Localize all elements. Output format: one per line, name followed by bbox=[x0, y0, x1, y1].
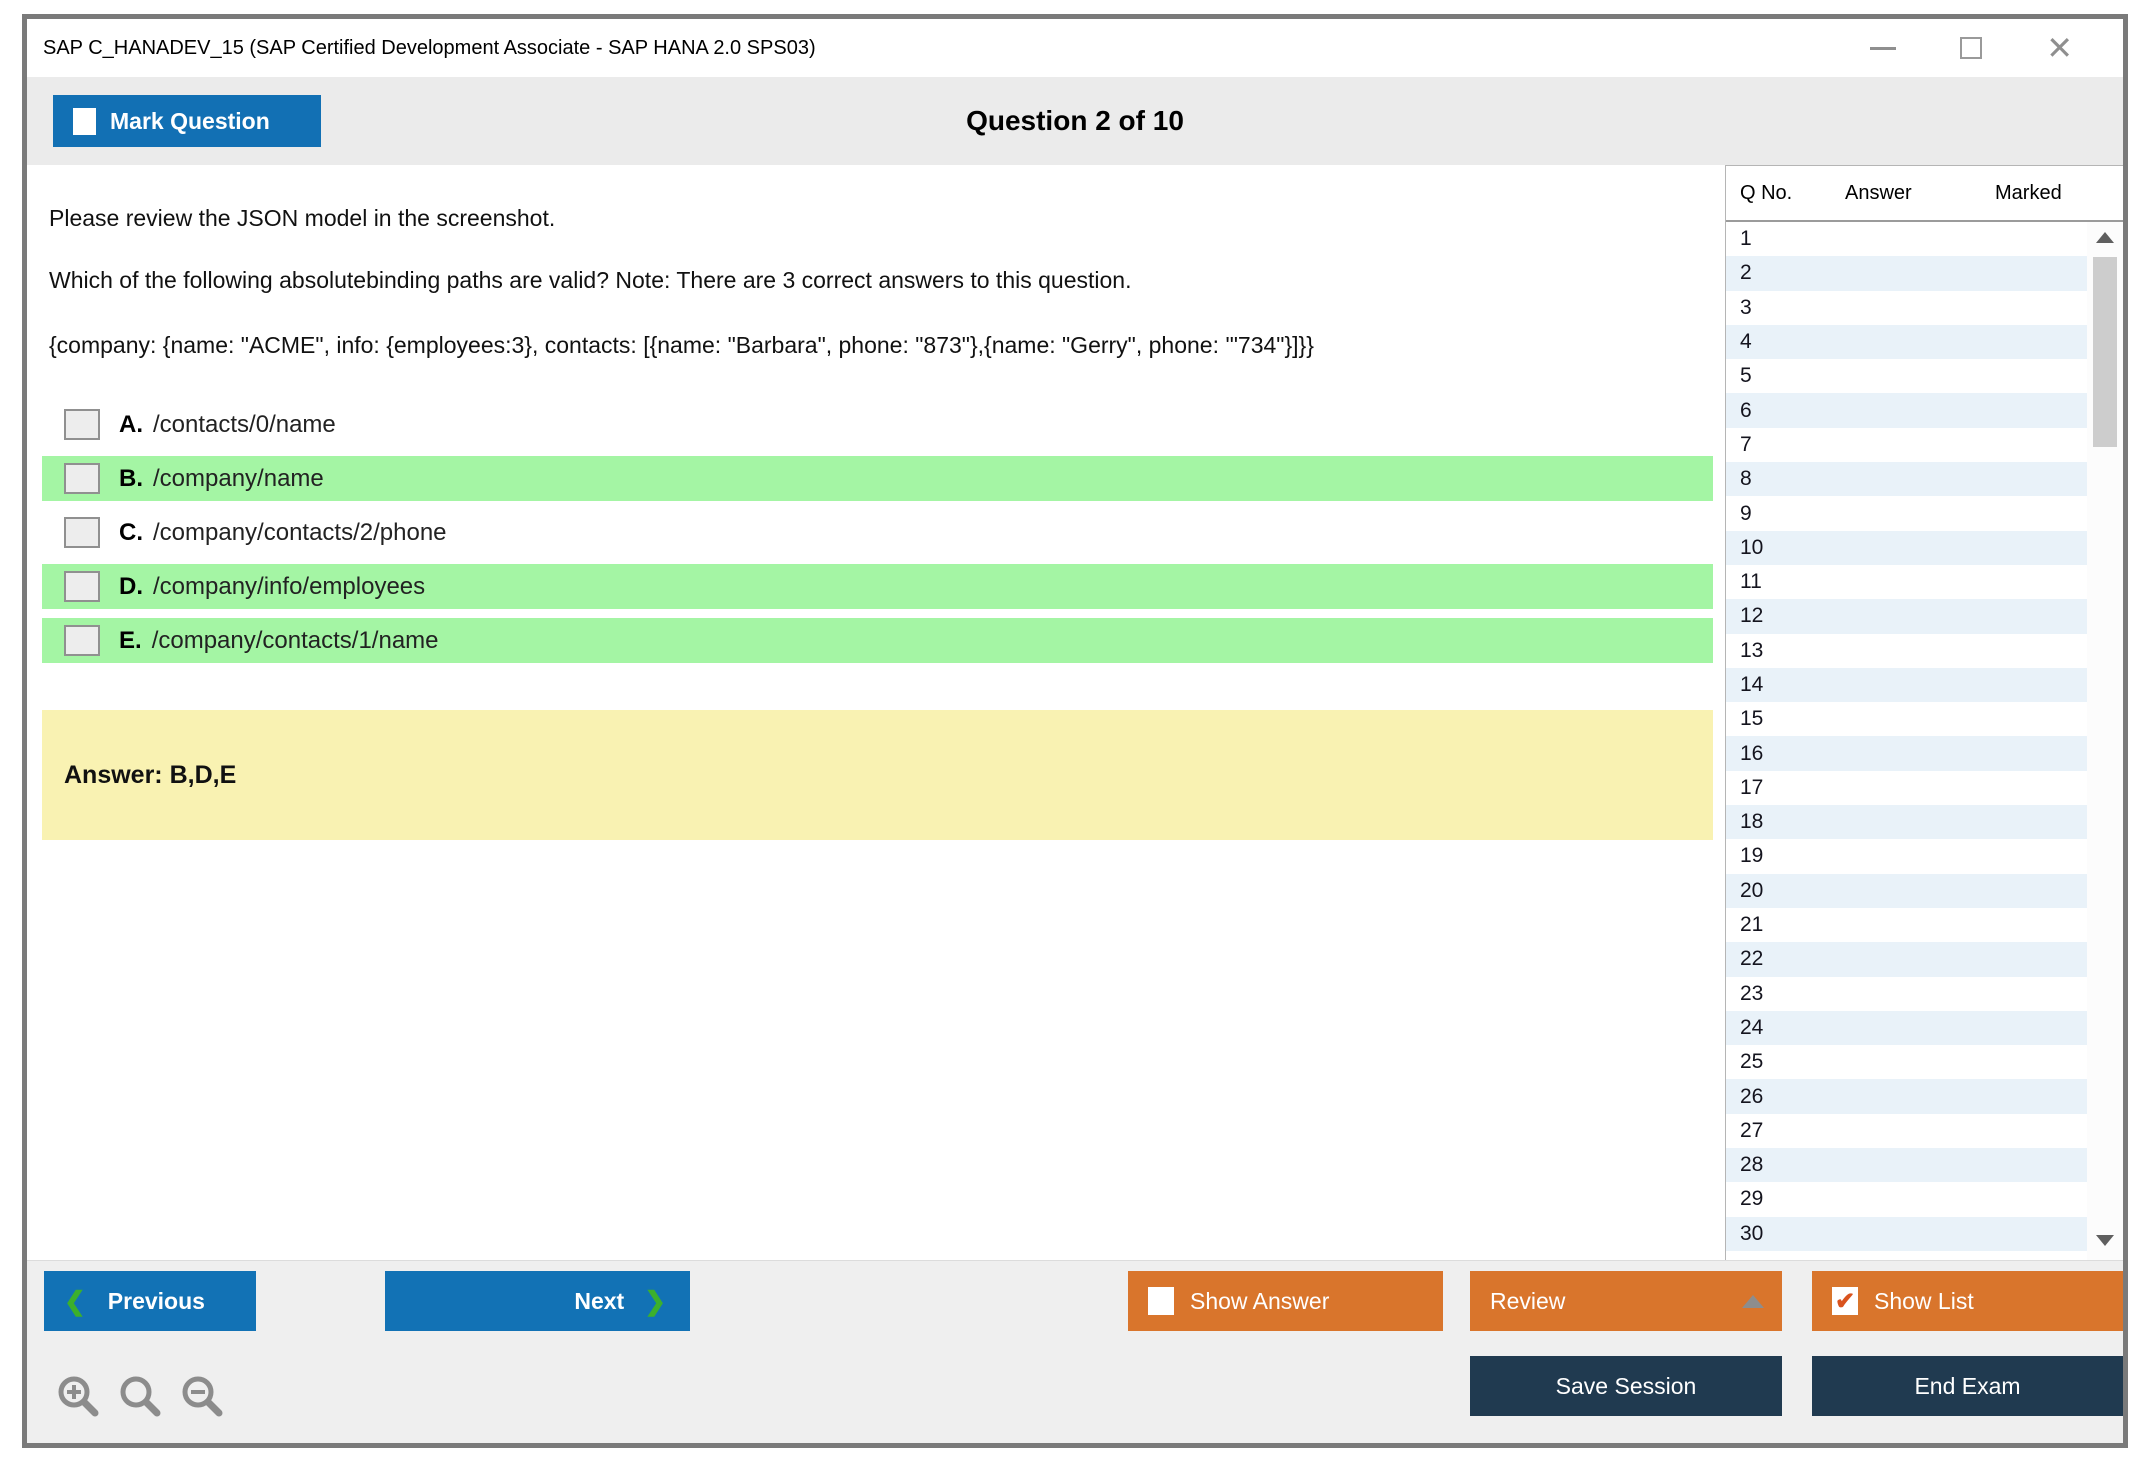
question-number: 19 bbox=[1740, 844, 1764, 868]
save-session-button[interactable] bbox=[1470, 1356, 1782, 1416]
title-bar bbox=[27, 19, 2123, 77]
question-list-row[interactable] bbox=[1726, 908, 2087, 942]
answer-label: Answer: B,D,E bbox=[64, 760, 237, 789]
question-intro: Please review the JSON model in the screenshot. bbox=[49, 205, 556, 231]
minimize-icon[interactable] bbox=[1870, 47, 1896, 50]
show-list-button[interactable] bbox=[1812, 1271, 2123, 1331]
question-list-row[interactable] bbox=[1726, 496, 2087, 530]
question-list-row[interactable] bbox=[1726, 977, 2087, 1011]
save-session-label: Save Session bbox=[1555, 1372, 1697, 1399]
question-counter: Question 2 of 10 bbox=[966, 105, 1184, 136]
question-number: 27 bbox=[1740, 1118, 1764, 1142]
zoom-controls bbox=[55, 1373, 225, 1419]
window-controls bbox=[1870, 30, 2107, 66]
mark-question-button[interactable] bbox=[53, 95, 321, 147]
question-number: 29 bbox=[1740, 1187, 1764, 1211]
zoom-reset-icon[interactable] bbox=[117, 1373, 163, 1419]
previous-button[interactable] bbox=[44, 1271, 256, 1331]
option-checkbox[interactable] bbox=[64, 409, 100, 440]
close-icon[interactable]: ✕ bbox=[2046, 30, 2073, 66]
footer-bar bbox=[27, 1260, 2123, 1443]
question-number: 14 bbox=[1740, 673, 1764, 696]
question-number: 21 bbox=[1740, 913, 1764, 937]
scroll-up-icon[interactable] bbox=[2096, 232, 2114, 243]
end-exam-button[interactable] bbox=[1812, 1356, 2123, 1416]
window-title: SAP C_HANADEV_15 (SAP Certified Development Associate - SAP HANA 2.0 SPS03) bbox=[43, 36, 816, 59]
question-list-row[interactable] bbox=[1726, 668, 2087, 702]
option-checkbox[interactable] bbox=[64, 571, 100, 602]
chevron-left-icon: ❮ bbox=[64, 1285, 86, 1316]
option-text: /contacts/0/name bbox=[153, 410, 336, 438]
show-answer-button[interactable] bbox=[1128, 1271, 1443, 1331]
show-list-checkbox[interactable]: ✔ bbox=[1832, 1287, 1858, 1315]
question-list-row[interactable] bbox=[1726, 359, 2087, 393]
question-list-row[interactable] bbox=[1726, 1079, 2087, 1113]
question-text: Which of the following absolutebinding paths are valid? Note: There are 3 correct answers to this question. bbox=[49, 267, 1132, 293]
option-row[interactable] bbox=[42, 618, 1713, 663]
sidebar-scrollbar[interactable] bbox=[2087, 222, 2123, 1260]
chevron-right-icon: ❯ bbox=[644, 1285, 666, 1316]
question-number: 5 bbox=[1740, 364, 1752, 388]
question-list-row[interactable] bbox=[1726, 393, 2087, 427]
show-list-label: Show List bbox=[1874, 1287, 1974, 1314]
question-number: 13 bbox=[1740, 638, 1764, 662]
options-list bbox=[42, 402, 1713, 672]
scroll-down-icon[interactable] bbox=[2096, 1235, 2114, 1246]
question-number: 9 bbox=[1740, 501, 1752, 525]
question-list-row[interactable] bbox=[1726, 1217, 2087, 1251]
question-list-row[interactable] bbox=[1726, 736, 2087, 770]
mark-question-checkbox[interactable] bbox=[73, 108, 96, 135]
option-row[interactable] bbox=[42, 564, 1713, 609]
question-list-body bbox=[1726, 222, 2123, 1260]
question-number: 1 bbox=[1740, 227, 1752, 251]
option-checkbox[interactable] bbox=[64, 517, 100, 548]
exam-window bbox=[22, 14, 2128, 1448]
previous-label: Previous bbox=[107, 1287, 205, 1314]
question-list-row[interactable] bbox=[1726, 531, 2087, 565]
question-list-sidebar bbox=[1725, 165, 2123, 1260]
next-button[interactable] bbox=[385, 1271, 690, 1331]
question-number: 20 bbox=[1740, 878, 1764, 902]
question-list-row[interactable] bbox=[1726, 1114, 2087, 1148]
option-row[interactable] bbox=[42, 402, 1713, 447]
question-list-row[interactable] bbox=[1726, 1011, 2087, 1045]
question-list-row[interactable] bbox=[1726, 222, 2087, 256]
question-list-row[interactable] bbox=[1726, 702, 2087, 736]
question-list-row[interactable] bbox=[1726, 1045, 2087, 1079]
content-area bbox=[27, 165, 2123, 1260]
review-label: Review bbox=[1490, 1287, 1566, 1314]
option-letter: B. bbox=[119, 464, 143, 492]
question-number: 15 bbox=[1740, 707, 1764, 731]
question-number: 30 bbox=[1740, 1221, 1764, 1245]
question-number: 18 bbox=[1740, 810, 1764, 834]
option-letter: E. bbox=[119, 626, 142, 654]
option-row[interactable] bbox=[42, 456, 1713, 501]
answer-box bbox=[42, 710, 1713, 840]
option-letter: D. bbox=[119, 572, 143, 600]
column-marked: Marked bbox=[1995, 182, 2062, 204]
option-checkbox[interactable] bbox=[64, 625, 100, 656]
question-number: 28 bbox=[1740, 1153, 1764, 1177]
json-model-text: {company: {name: "ACME", info: {employees:3}, contacts: [{name: "Barbara", phone: "873"},{name: "Gerry", phone: '"734"}]}} bbox=[49, 332, 1314, 358]
question-panel bbox=[27, 165, 1725, 1260]
question-number: 23 bbox=[1740, 981, 1764, 1005]
question-number: 17 bbox=[1740, 775, 1764, 799]
question-list-row[interactable] bbox=[1726, 839, 2087, 873]
question-list-row[interactable] bbox=[1726, 565, 2087, 599]
question-number: 22 bbox=[1740, 947, 1764, 971]
scrollbar-thumb[interactable] bbox=[2093, 257, 2117, 447]
header-band bbox=[27, 77, 2123, 165]
question-list bbox=[1726, 222, 2087, 1260]
question-list-row[interactable] bbox=[1726, 634, 2087, 668]
triangle-up-icon bbox=[1742, 1295, 1764, 1308]
show-answer-checkbox[interactable] bbox=[1148, 1287, 1174, 1315]
question-list-row[interactable] bbox=[1726, 462, 2087, 496]
question-list-row[interactable] bbox=[1726, 942, 2087, 976]
question-number: 24 bbox=[1740, 1015, 1764, 1039]
question-list-header bbox=[1726, 166, 2123, 222]
question-number: 8 bbox=[1740, 467, 1752, 491]
question-list-row[interactable] bbox=[1726, 256, 2087, 290]
option-text: /company/name bbox=[153, 464, 324, 492]
show-answer-label: Show Answer bbox=[1190, 1287, 1330, 1314]
option-letter: A. bbox=[119, 410, 143, 438]
question-number: 26 bbox=[1740, 1084, 1764, 1108]
question-number: 2 bbox=[1740, 261, 1752, 285]
option-row[interactable] bbox=[42, 510, 1713, 555]
option-checkbox[interactable] bbox=[64, 463, 100, 494]
column-answer: Answer bbox=[1845, 182, 1912, 204]
review-button[interactable] bbox=[1470, 1271, 1782, 1331]
column-qno: Q No. bbox=[1740, 182, 1793, 204]
question-list-row[interactable] bbox=[1726, 325, 2087, 359]
question-list-row[interactable] bbox=[1726, 291, 2087, 325]
question-list-row[interactable] bbox=[1726, 599, 2087, 633]
zoom-out-icon[interactable] bbox=[179, 1373, 225, 1419]
option-text: /company/info/employees bbox=[153, 572, 426, 600]
option-letter: C. bbox=[119, 518, 143, 546]
question-number: 25 bbox=[1740, 1050, 1764, 1074]
question-list-row[interactable] bbox=[1726, 771, 2087, 805]
question-number: 4 bbox=[1740, 330, 1752, 354]
zoom-in-icon[interactable] bbox=[55, 1373, 101, 1419]
question-number: 12 bbox=[1740, 604, 1764, 628]
question-list-row[interactable] bbox=[1726, 805, 2087, 839]
question-list-row[interactable] bbox=[1726, 1148, 2087, 1182]
end-exam-label: End Exam bbox=[1914, 1372, 2021, 1399]
question-number: 16 bbox=[1740, 741, 1764, 765]
option-text: /company/contacts/2/phone bbox=[153, 518, 447, 546]
question-number: 7 bbox=[1740, 432, 1752, 456]
question-list-row[interactable] bbox=[1726, 874, 2087, 908]
maximize-icon[interactable] bbox=[1960, 37, 1982, 59]
mark-question-label: Mark Question bbox=[110, 107, 270, 134]
option-text: /company/contacts/1/name bbox=[151, 626, 439, 654]
question-number: 11 bbox=[1740, 570, 1762, 594]
question-list-row[interactable] bbox=[1726, 428, 2087, 462]
question-list-row[interactable] bbox=[1726, 1182, 2087, 1216]
next-label: Next bbox=[574, 1287, 625, 1314]
question-number: 3 bbox=[1740, 295, 1752, 319]
question-number: 10 bbox=[1740, 535, 1764, 559]
question-number: 6 bbox=[1740, 398, 1752, 422]
